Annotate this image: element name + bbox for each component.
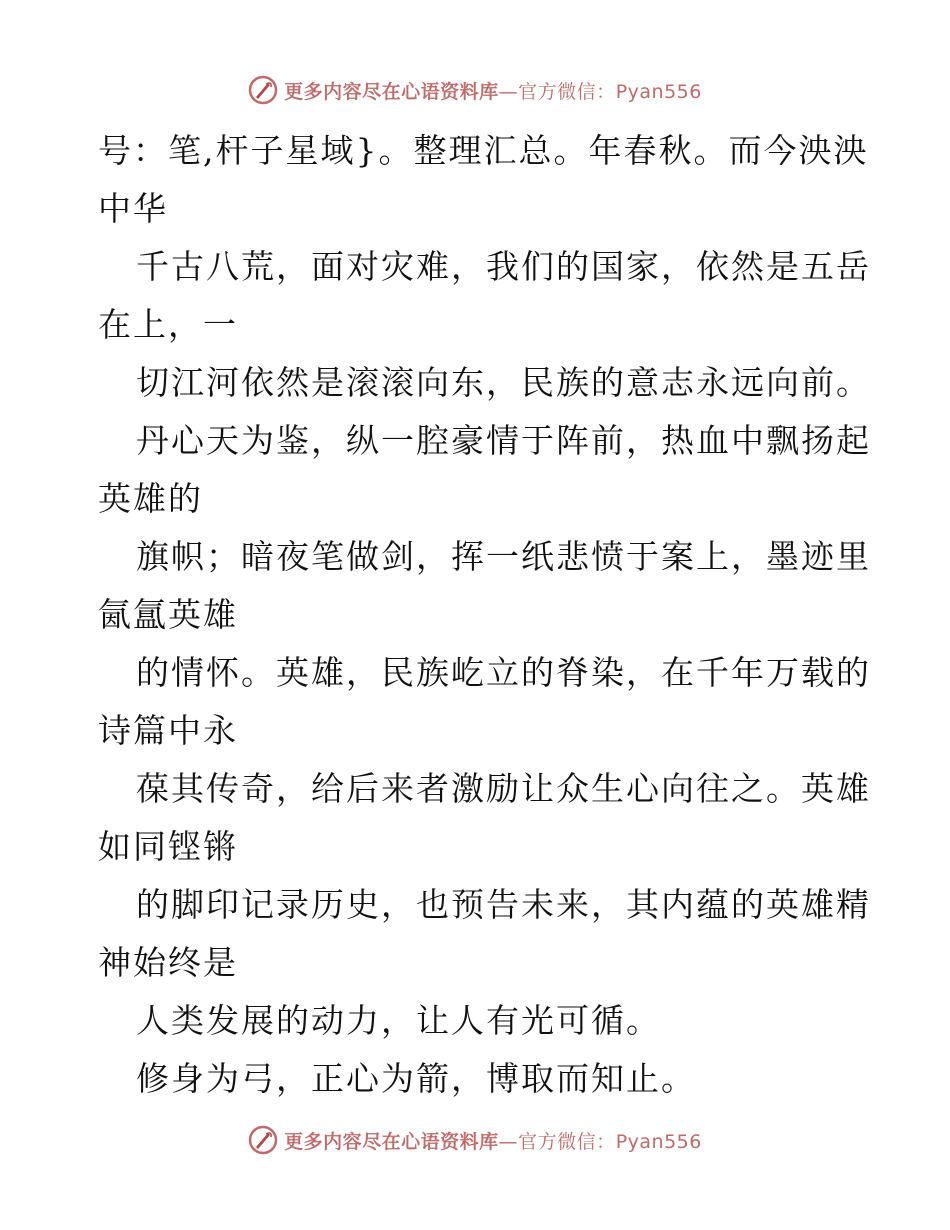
- text-line: 葆其传奇，给后来者激励让众生心向往之。英雄: [136, 769, 871, 808]
- text-line: 诗篇中永: [98, 711, 238, 750]
- text-line: 神始终是: [98, 943, 238, 982]
- watermark-text: 更多内容尽在心语资料库—官方微信：Pyan556: [284, 1130, 702, 1153]
- text-line: 人类发展的动力，让人有光可循。: [136, 1001, 661, 1040]
- watermark-text: 更多内容尽在心语资料库—官方微信：Pyan556: [284, 80, 702, 103]
- text-line: 千古八荒，面对灾难，我们的国家，依然是五岳: [136, 247, 871, 286]
- text-line: 号：笔,杆子星域}。整理汇总。年春秋。而今泱泱: [98, 131, 869, 170]
- text-line: 的脚印记录历史，也预告未来，其内蕴的英雄精: [136, 885, 871, 924]
- text-line: 修身为弓，正心为箭，博取而知止。: [136, 1059, 696, 1098]
- text-line: 切江河依然是滚滚向东，民族的意志永远向前。: [136, 363, 871, 402]
- footer-watermark: [0, 1122, 950, 1158]
- header-watermark: [0, 72, 950, 108]
- text-line: 如同铿锵: [98, 827, 238, 866]
- feather-pen-seal-icon: [248, 75, 278, 105]
- text-line: 中华: [98, 189, 168, 228]
- document-body: [98, 122, 871, 1108]
- text-line: 旗帜；暗夜笔做剑，挥一纸悲愤于案上，墨迹里: [136, 537, 871, 576]
- text-line: 丹心天为鉴，纵一腔豪情于阵前，热血中飘扬起: [136, 421, 871, 460]
- text-line: 英雄的: [98, 479, 203, 518]
- text-line: 的情怀。英雄，民族屹立的脊染，在千年万载的: [136, 653, 871, 692]
- feather-pen-seal-icon: [248, 1125, 278, 1155]
- text-line: 氤氲英雄: [98, 595, 238, 634]
- text-line: 在上，一: [98, 305, 238, 344]
